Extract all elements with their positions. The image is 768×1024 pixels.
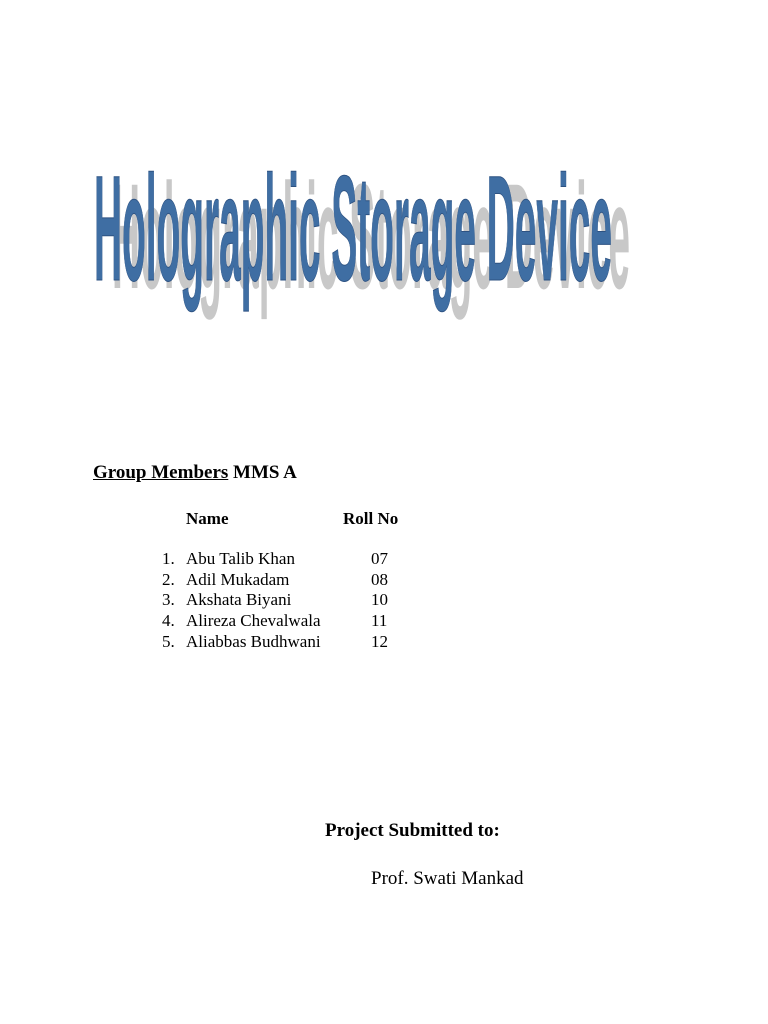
member-roll: 11 (371, 611, 388, 631)
member-roll: 10 (371, 590, 388, 610)
submitted-to-label: Project Submitted to: (325, 820, 500, 841)
member-number: 3. (162, 590, 175, 610)
title-text: Holographic Storage Device (94, 144, 612, 312)
member-number: 5. (162, 631, 175, 651)
member-name: Abu Talib Khan (186, 549, 295, 568)
member-name: Alireza Chevalwala (186, 611, 321, 631)
member-roll: 08 (371, 569, 388, 589)
document-title (90, 140, 630, 340)
class-label: MMS A (233, 462, 297, 483)
name-column-header: Name (186, 509, 229, 528)
group-members-label: Group Members (93, 462, 229, 483)
professor-name: Prof. Swati Mankad (371, 868, 524, 889)
member-name: Akshata Biyani (186, 590, 292, 610)
member-number: 2. (162, 569, 175, 589)
title-shadow-text: Holographic Storage Device (112, 152, 630, 320)
member-name: Aliabbas Budhwani (186, 631, 321, 651)
member-roll: 12 (371, 631, 388, 651)
group-members-heading (93, 462, 297, 484)
roll-column-header: Roll No (343, 509, 399, 528)
member-number: 4. (162, 611, 175, 631)
member-name: Adil Mukadam (186, 569, 290, 589)
wordart-title (90, 140, 630, 340)
member-roll: 07 (371, 549, 388, 568)
member-number: 1. (162, 549, 175, 568)
